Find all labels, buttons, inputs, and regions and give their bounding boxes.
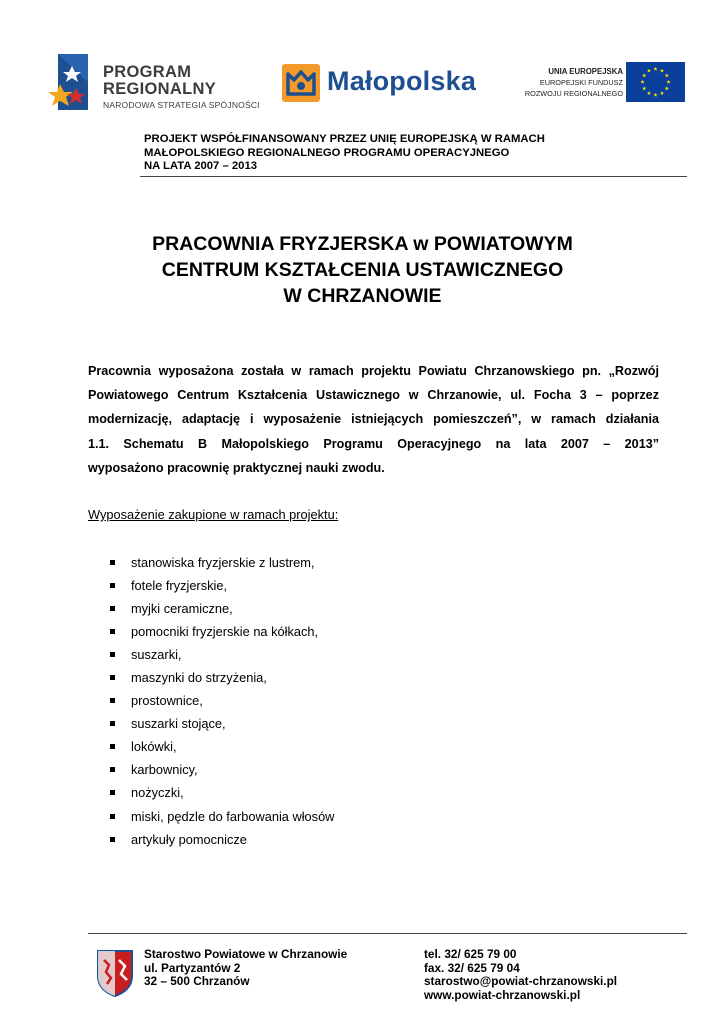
equipment-item-label: karbownicy, bbox=[131, 762, 198, 778]
bullet-icon bbox=[110, 837, 115, 842]
footer-address bbox=[144, 948, 347, 989]
equipment-item bbox=[108, 599, 334, 622]
eu-star-icon bbox=[666, 80, 670, 84]
equipment-item bbox=[108, 668, 334, 691]
equipment-heading: Wyposażenie zakupione w ramach projektu: bbox=[88, 507, 339, 522]
program-regionalny-logo bbox=[46, 48, 261, 118]
equipment-item-label: pomocniki fryzjerskie na kółkach, bbox=[131, 624, 319, 640]
eu-star-icon bbox=[653, 93, 657, 97]
equipment-item-label: suszarki stojące, bbox=[131, 716, 226, 732]
bullet-icon bbox=[110, 675, 115, 680]
equipment-item-label: prostownice, bbox=[131, 693, 203, 709]
equipment-item bbox=[108, 622, 334, 645]
intro-line: Powiatowego Centrum Kształcenia Ustawicznego w Chrzanowie, ul. Focha 3 – poprzez bbox=[88, 388, 659, 403]
equipment-item bbox=[108, 783, 334, 806]
eu-star-icon bbox=[660, 69, 664, 73]
equipment-item bbox=[108, 576, 334, 599]
equipment-item-label: maszynki do strzyżenia, bbox=[131, 670, 267, 686]
equipment-item bbox=[108, 830, 334, 853]
malopolska-logo bbox=[282, 60, 492, 106]
bullet-icon bbox=[110, 767, 115, 772]
equipment-item bbox=[108, 807, 334, 830]
eu-flag-icon bbox=[626, 62, 685, 102]
footer-tel: tel. 32/ 625 79 00 bbox=[424, 947, 517, 961]
bullet-icon bbox=[110, 698, 115, 703]
equipment-item bbox=[108, 691, 334, 714]
eu-star-icon bbox=[653, 67, 657, 71]
equipment-list bbox=[108, 553, 334, 853]
equipment-item-label: artykuły pomocnicze bbox=[131, 831, 247, 847]
eu-logo bbox=[510, 62, 685, 104]
program-regionalny-subtitle: NARODOWA STRATEGIA SPÓJNOŚCI bbox=[103, 100, 260, 110]
bullet-icon bbox=[110, 606, 115, 611]
eu-star-icon bbox=[647, 91, 651, 95]
bullet-icon bbox=[110, 814, 115, 819]
footer-email[interactable]: starostwo@powiat-chrzanowski.pl bbox=[424, 974, 618, 989]
project-cofinancing-header: PROJEKT WSPÓŁFINANSOWANY PRZEZ UNIĘ EUROPEJSKĄ W RAMACH MAŁOPOLSKIEGO REGIONALNEGO PROGRAMU OPERACYJNEGO NA LATA 2007 – 2013 bbox=[144, 133, 545, 172]
equipment-item bbox=[108, 737, 334, 760]
eu-star-icon bbox=[640, 80, 644, 84]
bullet-icon bbox=[110, 744, 115, 749]
program-regionalny-title: PROGRAM REGIONALNY bbox=[103, 63, 217, 98]
equipment-item-label: miski, pędzle do farbowania włosów bbox=[131, 808, 335, 824]
eu-star-icon bbox=[660, 91, 664, 95]
bullet-icon bbox=[110, 721, 115, 726]
intro-paragraph bbox=[88, 359, 659, 480]
malopolska-wordmark: Małopolska bbox=[327, 66, 477, 96]
program-regionalny-emblem-icon bbox=[46, 48, 102, 118]
page-title: PRACOWNIA FRYZJERSKA w POWIATOWYM CENTRUM KSZTAŁCENIA USTAWICZNEGO W CHRZANOWIE bbox=[152, 233, 573, 307]
equipment-item-label: fotele fryzjerskie, bbox=[131, 578, 228, 594]
coat-of-arms-icon bbox=[95, 948, 135, 998]
eu-star-icon bbox=[642, 73, 646, 77]
footer-fax: fax. 32/ 625 79 04 bbox=[424, 960, 520, 975]
equipment-item bbox=[108, 760, 334, 783]
bullet-icon bbox=[110, 560, 115, 565]
equipment-item-label: suszarki, bbox=[131, 647, 182, 663]
eu-logo-text: UNIA EUROPEJSKA EUROPEJSKI FUNDUSZ ROZWOJU REGIONALNEGO bbox=[524, 67, 623, 98]
bullet-icon bbox=[110, 629, 115, 634]
eu-star-icon bbox=[647, 69, 651, 73]
footer-contact bbox=[424, 948, 617, 1003]
footer-website[interactable]: www.powiat-chrzanowski.pl bbox=[424, 988, 581, 1003]
bullet-icon bbox=[110, 790, 115, 795]
eu-star-icon bbox=[665, 86, 669, 90]
equipment-item bbox=[108, 553, 334, 576]
footer-office: Starostwo Powiatowe w Chrzanowie bbox=[144, 947, 348, 961]
equipment-item-label: myjki ceramiczne, bbox=[131, 601, 233, 617]
equipment-item bbox=[108, 714, 334, 737]
intro-line: modernizację, adaptację i wyposażenie istniejących pomieszczeń”, w ramach działania bbox=[88, 412, 659, 427]
bullet-icon bbox=[110, 583, 115, 588]
malopolska-emblem-icon bbox=[282, 64, 320, 102]
intro-line: wyposażono pracownię praktycznej nauki zwodu. bbox=[88, 460, 385, 475]
eu-star-icon bbox=[665, 73, 669, 77]
intro-line: 1.1. Schematu B Małopolskiego Programu Operacyjnego na lata 2007 – 2013” bbox=[88, 436, 659, 451]
footer-street: ul. Partyzantów 2 bbox=[144, 960, 241, 975]
header-divider bbox=[140, 176, 687, 177]
bullet-icon bbox=[110, 652, 115, 657]
equipment-item-label: nożyczki, bbox=[131, 785, 184, 801]
eu-star-icon bbox=[642, 86, 646, 90]
equipment-item bbox=[108, 645, 334, 668]
footer-city: 32 – 500 Chrzanów bbox=[144, 974, 250, 989]
equipment-item-label: stanowiska fryzjerskie z lustrem, bbox=[131, 555, 315, 570]
intro-line: Pracownia wyposażona została w ramach projektu Powiatu Chrzanowskiego pn. „Rozwój bbox=[88, 364, 659, 378]
footer-divider bbox=[88, 933, 687, 934]
equipment-item-label: lokówki, bbox=[131, 739, 177, 755]
